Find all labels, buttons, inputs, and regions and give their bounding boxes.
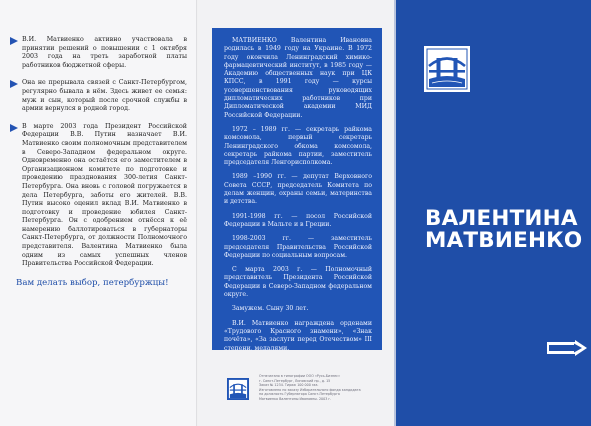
paragraph bbox=[10, 36, 187, 70]
imprint-line: Матвиенко Валентины Ивановны. 2003 г. bbox=[259, 396, 332, 401]
slogan: Вам делать выбор, петербуржцы! bbox=[16, 277, 169, 288]
fold-line bbox=[394, 0, 396, 426]
middle-panel bbox=[197, 0, 395, 426]
candidate-name bbox=[425, 208, 582, 252]
bio-paragraph: С марта 2003 г. — Полномочный представитель Президента Российской Федерации в Северо-Западном федеральном округе. bbox=[224, 266, 372, 299]
paragraph bbox=[10, 79, 187, 113]
triangle-bullet-icon bbox=[10, 80, 18, 88]
bridge-emblem-icon bbox=[227, 378, 249, 400]
paragraph bbox=[10, 123, 187, 269]
triangle-bullet-icon bbox=[10, 124, 18, 132]
paragraph-text: В.И. Матвиенко активно участвовала в принятии решений о повышении с 1 октября 2003 года на треть заработной платы работников бюджетной сферы. bbox=[22, 36, 187, 69]
imprint-line: Изготовлено по заказу Избирательного фонда кандидата bbox=[259, 387, 361, 392]
biography-box bbox=[212, 28, 382, 350]
bridge-emblem-icon bbox=[424, 46, 470, 92]
bio-paragraph: 1991-1998 гг. — посол Российской Федерации в Мальте и в Греции. bbox=[224, 212, 372, 228]
bio-paragraph: В.И. Матвиенко награждена орденами «Трудового Красного знамени», «Знак почёта», «За заслуги перед Отечеством» III степени, медалями. bbox=[224, 319, 372, 352]
cover-panel bbox=[395, 0, 591, 426]
imprint-line: на должность Губернатора Санкт-Петербурга bbox=[259, 392, 340, 397]
left-panel bbox=[0, 0, 197, 426]
bio-paragraph: 1972 – 1989 гг. — секретарь райкома комсомола, первый секретарь Ленинградского обкома комсомола, секретарь райкома партии, заместитель председателя Ленгорисполкома. bbox=[224, 125, 372, 167]
name-last: МАТВИЕНКО bbox=[425, 228, 583, 253]
fold-line bbox=[196, 0, 198, 426]
triangle-bullet-icon bbox=[10, 37, 18, 45]
bio-paragraph: 1989 –1990 гг. — депутат Верховного Совета СССР, председатель Комитета по делам женщин, охраны семьи, материнства и детства. bbox=[224, 173, 372, 206]
imprint-line: г. Санкт-Петербург, Лиговский пр., д. 15 bbox=[259, 378, 331, 383]
print-imprint bbox=[259, 374, 381, 402]
imprint-line: Заказ № 1234. Тираж 100 000 экз. bbox=[259, 383, 319, 388]
paragraph-text: В марте 2003 года Президент Российской Федерации В.В. Путин назначает В.И. Матвиенко своим полномочным представителем в Северо-Западном федеральном округе. Одновременно она остаётся его заместителем в Организационном комитете по подготовке и проведению празднования 300-летия Санкт-Петербурга. Она вновь с головой погружается в дела Петербурга, заботы его жителей. В.В. Путин высоко оценил вклад В.И. Матвиенко в подготовку и проведение юбилея Санкт-Петербурга. Он с одобрением отнёсся к её намерению баллотироваться в губернаторы Санкт-Петербурга, от должности Полномочного представителя. Валентина Матвиенко была одним из самых успешных членов Правительства Российской Федерации. bbox=[22, 122, 187, 268]
bio-paragraph: 1998-2003 гг. — заместитель председателя Правительства Российской Федерации по социальным вопросам. bbox=[224, 235, 372, 259]
bio-paragraph: МАТВИЕНКО Валентина Ивановна родилась в 1949 году на Украине. В 1972 году окончила Ленинградский химико-фармацевтический институт, в 1985 году — Академию общественных наук при ЦК КПСС, в 1991 году — курсы усовершенствования руководящих дипломатических работников при Дипломатической академии МИД Российской Федерации. bbox=[224, 37, 372, 119]
name-first: ВАЛЕНТИНА bbox=[425, 206, 578, 231]
bio-paragraph: Замужем. Сыну 30 лет. bbox=[232, 305, 309, 313]
paragraph-text: Она не прерывала связей с Санкт-Петербургом, регулярно бывала в нём. Здесь живет ее семья: муж и сын, который после срочной службы в армии вернулся в родной город. bbox=[22, 79, 187, 113]
imprint-line: Отпечатано в типографии ООО «Русь-Бизнес» bbox=[259, 374, 340, 378]
arrow-right-icon bbox=[547, 340, 587, 356]
